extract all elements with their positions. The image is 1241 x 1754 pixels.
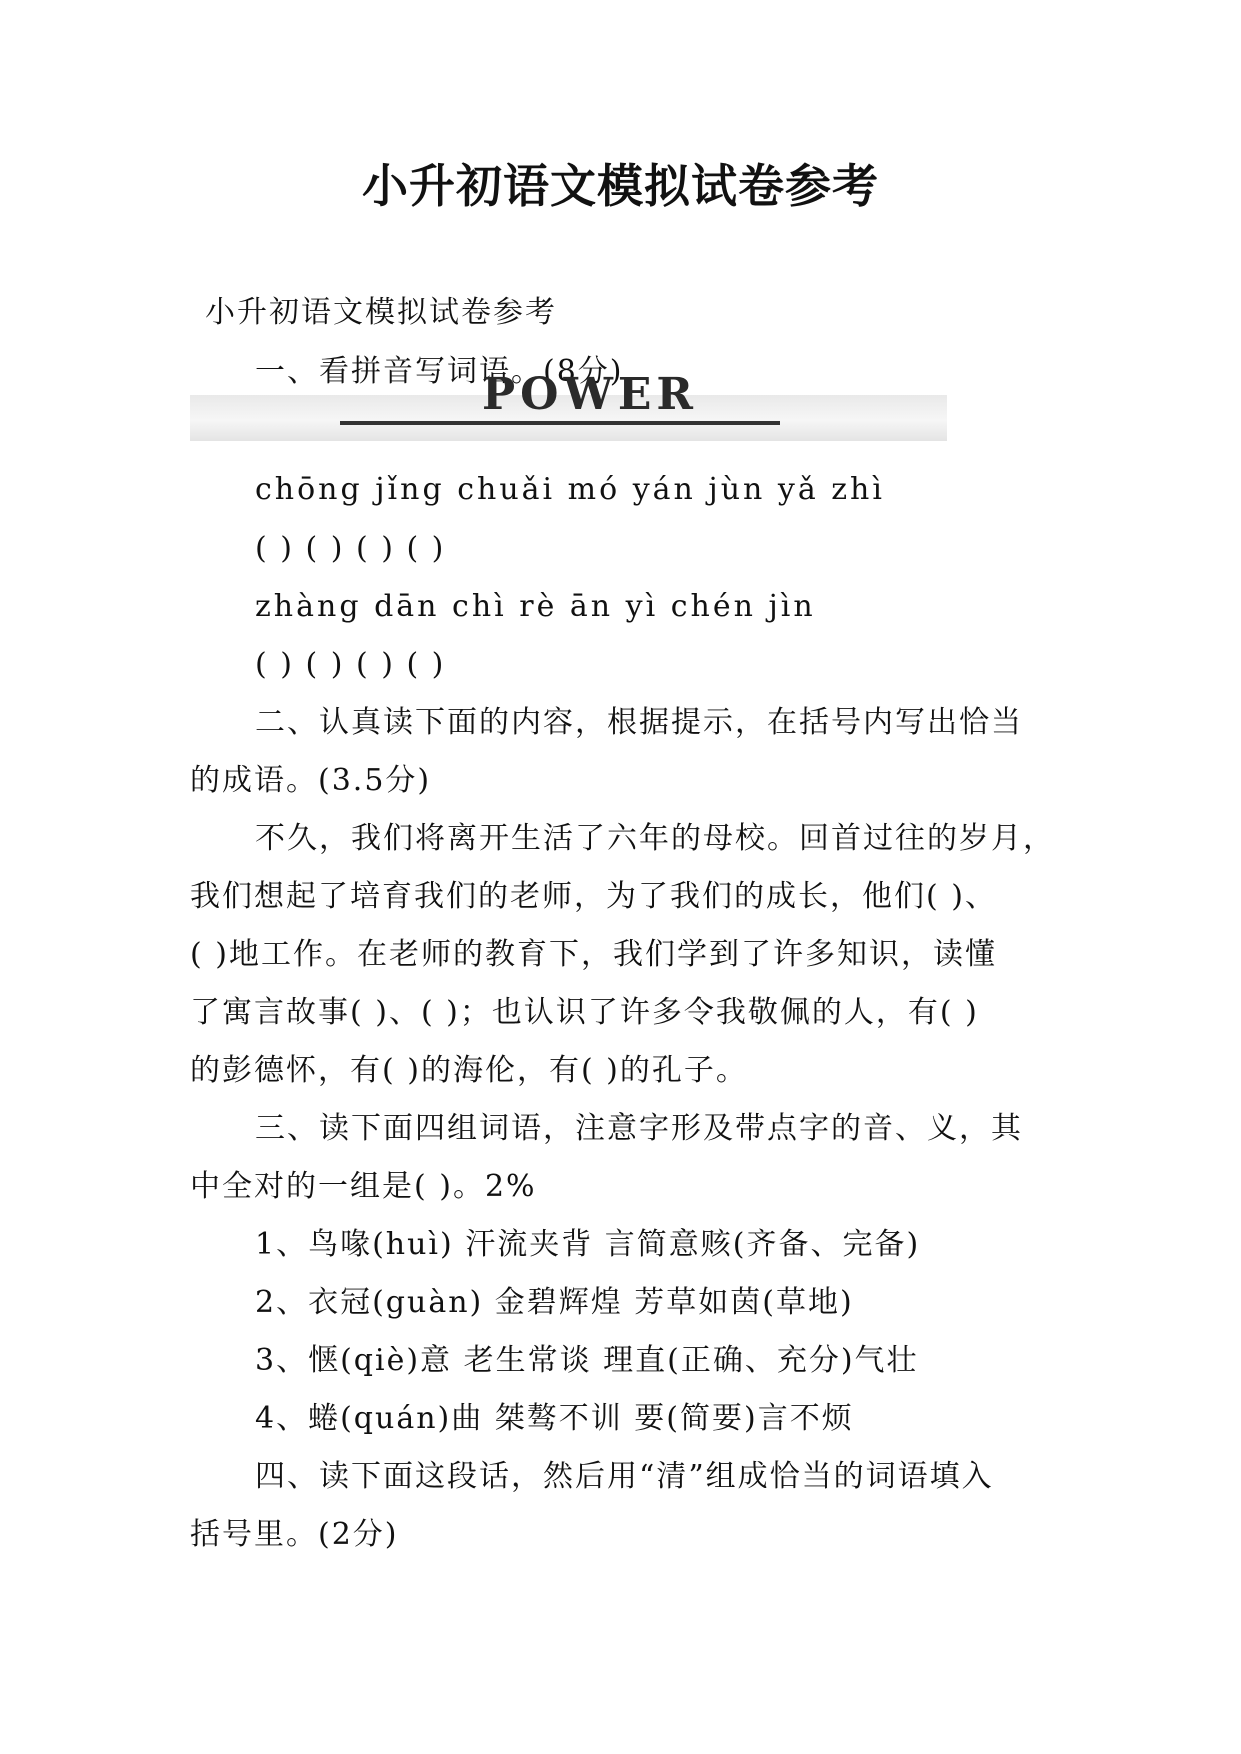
option-2: 2、衣冠(guàn) 金碧辉煌 芳草如茵(草地) <box>255 1285 854 1320</box>
option-1: 1、鸟喙(huì) 汗流夹背 言简意赅(齐备、完备) <box>255 1227 921 1262</box>
passage-line: ( )地工作。在老师的教育下，我们学到了许多知识，读懂 <box>190 937 997 972</box>
passage-line: 的彭德怀，有( )的海伦，有( )的孔子。 <box>190 1053 748 1088</box>
section-1-heading: 一、看拼音写词语。(8分) <box>255 354 624 389</box>
section-2-heading-cont: 的成语。(3.5分) <box>190 763 432 798</box>
section-3-heading: 三、读下面四组词语，注意字形及带点字的音、义，其 <box>255 1111 1023 1146</box>
passage-line: 不久，我们将离开生活了六年的母校。回首过往的岁月， <box>255 821 1055 856</box>
pinyin-row-1: chōng jǐng chuǎi mó yán jùn yǎ zhì <box>255 472 885 507</box>
document-title: 小升初语文模拟试卷参考 <box>362 159 879 213</box>
section-4-heading-cont: 括号里。(2分) <box>190 1517 399 1552</box>
section-4-heading: 四、读下面这段话，然后用“清”组成恰当的词语填入 <box>255 1459 994 1494</box>
answer-blanks-row-2: ( ) ( ) ( ) ( ) <box>255 647 446 682</box>
banner-rule <box>340 421 780 425</box>
passage-line: 我们想起了培育我们的老师，为了我们的成长，他们( )、 <box>190 879 997 914</box>
passage-line: 了寓言故事( )、( )；也认识了许多令我敬佩的人，有( ) <box>190 995 979 1030</box>
section-2-heading: 二、认真读下面的内容，根据提示，在括号内写出恰当 <box>255 705 1023 740</box>
document-subtitle: 小升初语文模拟试卷参考 <box>205 295 557 330</box>
option-4: 4、蜷(quán)曲 桀骜不训 要(简要)言不烦 <box>255 1401 854 1436</box>
banner-text: POWER <box>482 369 698 420</box>
section-3-heading-cont: 中全对的一组是( )。2% <box>190 1169 537 1204</box>
answer-blanks-row-1: ( ) ( ) ( ) ( ) <box>255 531 446 566</box>
pinyin-row-2: zhàng dān chì rè ān yì chén jìn <box>255 589 816 624</box>
option-3: 3、惬(qiè)意 老生常谈 理直(正确、充分)气壮 <box>255 1343 919 1378</box>
